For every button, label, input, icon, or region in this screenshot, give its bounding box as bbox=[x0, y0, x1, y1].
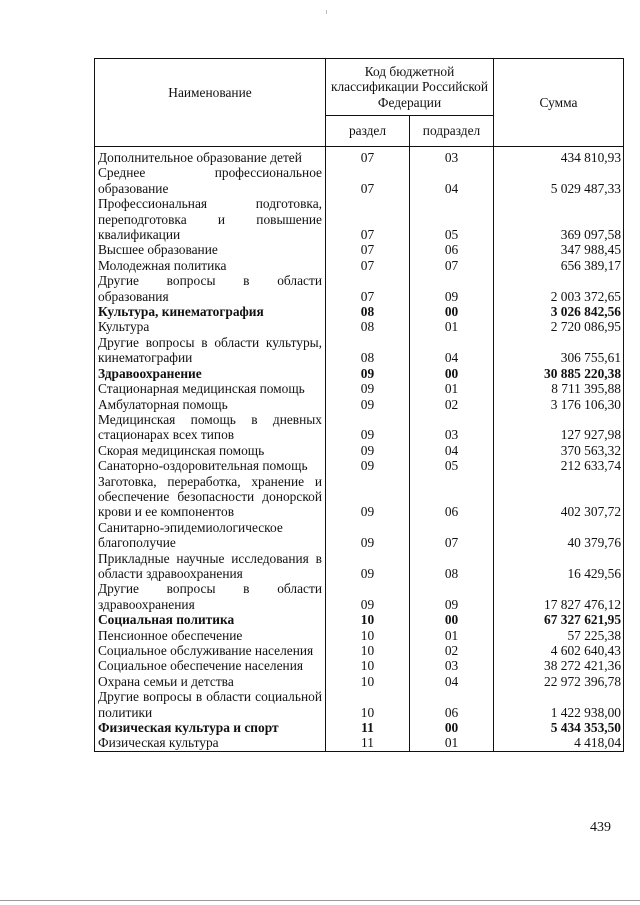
row-section: 09 bbox=[326, 581, 410, 612]
row-section: 09 bbox=[326, 551, 410, 582]
row-name: Социальная политика bbox=[95, 612, 326, 627]
row-name: Другие вопросы в области образования bbox=[95, 273, 326, 304]
table-row bbox=[95, 689, 624, 720]
header-subsection: подраздел bbox=[410, 116, 494, 147]
row-section: 11 bbox=[326, 720, 410, 735]
table-row bbox=[95, 242, 624, 257]
header-sum: Сумма bbox=[494, 59, 624, 147]
row-section: 07 bbox=[326, 242, 410, 257]
row-sum: 17 827 476,12 bbox=[494, 581, 624, 612]
row-subsection: 01 bbox=[410, 735, 494, 751]
row-section: 07 bbox=[326, 165, 410, 196]
row-sum: 127 927,98 bbox=[494, 412, 624, 443]
header-code-group: Код бюджетной классификации Российской Федерации bbox=[326, 59, 494, 116]
header-name: Наименование bbox=[95, 59, 326, 147]
row-subsection: 05 bbox=[410, 458, 494, 473]
row-name: Молодежная политика bbox=[95, 258, 326, 273]
table-row bbox=[95, 381, 624, 396]
row-sum: 5 434 353,50 bbox=[494, 720, 624, 735]
row-name: Медицинская помощь в дневных стационарах всех типов bbox=[95, 412, 326, 443]
table-row bbox=[95, 720, 624, 735]
row-subsection: 03 bbox=[410, 412, 494, 443]
row-name: Культура bbox=[95, 319, 326, 334]
row-sum: 4 418,04 bbox=[494, 735, 624, 751]
row-subsection: 00 bbox=[410, 720, 494, 735]
bottom-rule bbox=[0, 900, 640, 901]
row-name: Санитарно-эпидемиологическое благополучие bbox=[95, 520, 326, 551]
row-sum: 369 097,58 bbox=[494, 196, 624, 242]
row-section: 09 bbox=[326, 458, 410, 473]
row-subsection: 09 bbox=[410, 581, 494, 612]
row-sum: 402 307,72 bbox=[494, 474, 624, 520]
row-subsection: 02 bbox=[410, 397, 494, 412]
row-subsection: 01 bbox=[410, 628, 494, 643]
table-row bbox=[95, 612, 624, 627]
row-name: Здравоохранение bbox=[95, 366, 326, 381]
row-section: 07 bbox=[326, 273, 410, 304]
row-name: Стационарная медицинская помощь bbox=[95, 381, 326, 396]
row-sum: 5 029 487,33 bbox=[494, 165, 624, 196]
row-subsection: 06 bbox=[410, 474, 494, 520]
table-row bbox=[95, 273, 624, 304]
row-name: Амбулаторная помощь bbox=[95, 397, 326, 412]
row-section: 09 bbox=[326, 474, 410, 520]
row-name: Высшее образование bbox=[95, 242, 326, 257]
row-section: 10 bbox=[326, 643, 410, 658]
row-sum: 57 225,38 bbox=[494, 628, 624, 643]
row-sum: 212 633,74 bbox=[494, 458, 624, 473]
row-section: 10 bbox=[326, 689, 410, 720]
row-subsection: 01 bbox=[410, 319, 494, 334]
row-section: 10 bbox=[326, 658, 410, 673]
row-sum: 370 563,32 bbox=[494, 443, 624, 458]
row-name: Другие вопросы в области здравоохранения bbox=[95, 581, 326, 612]
row-section: 10 bbox=[326, 628, 410, 643]
row-section: 08 bbox=[326, 304, 410, 319]
row-sum: 306 755,61 bbox=[494, 335, 624, 366]
row-subsection: 00 bbox=[410, 612, 494, 627]
row-sum: 656 389,17 bbox=[494, 258, 624, 273]
row-sum: 1 422 938,00 bbox=[494, 689, 624, 720]
row-name: Прикладные научные исследования в области здравоохранения bbox=[95, 551, 326, 582]
table-row bbox=[95, 412, 624, 443]
table-row bbox=[95, 658, 624, 673]
table-row bbox=[95, 196, 624, 242]
table-row bbox=[95, 258, 624, 273]
table-row bbox=[95, 628, 624, 643]
row-subsection: 03 bbox=[410, 147, 494, 166]
row-sum: 2 720 086,95 bbox=[494, 319, 624, 334]
row-section: 11 bbox=[326, 735, 410, 751]
row-section: 09 bbox=[326, 366, 410, 381]
row-name: Дополнительное образование детей bbox=[95, 147, 326, 166]
row-name: Среднее профессиональное образование bbox=[95, 165, 326, 196]
table-body bbox=[95, 147, 624, 752]
scan-mark bbox=[326, 10, 327, 14]
row-name: Физическая культура bbox=[95, 735, 326, 751]
row-name: Социальное обеспечение населения bbox=[95, 658, 326, 673]
row-section: 07 bbox=[326, 258, 410, 273]
row-subsection: 01 bbox=[410, 381, 494, 396]
table-row bbox=[95, 551, 624, 582]
row-sum: 38 272 421,36 bbox=[494, 658, 624, 673]
row-subsection: 09 bbox=[410, 273, 494, 304]
table-row bbox=[95, 443, 624, 458]
table-row bbox=[95, 366, 624, 381]
row-name: Другие вопросы в области культуры, кинематографии bbox=[95, 335, 326, 366]
row-subsection: 00 bbox=[410, 304, 494, 319]
table-row bbox=[95, 165, 624, 196]
row-name: Санаторно-оздоровительная помощь bbox=[95, 458, 326, 473]
table-row bbox=[95, 147, 624, 166]
row-subsection: 07 bbox=[410, 520, 494, 551]
table-row bbox=[95, 335, 624, 366]
row-subsection: 04 bbox=[410, 443, 494, 458]
row-subsection: 04 bbox=[410, 165, 494, 196]
row-subsection: 07 bbox=[410, 258, 494, 273]
row-sum: 40 379,76 bbox=[494, 520, 624, 551]
row-section: 09 bbox=[326, 520, 410, 551]
row-sum: 434 810,93 bbox=[494, 147, 624, 166]
row-subsection: 00 bbox=[410, 366, 494, 381]
table-row bbox=[95, 581, 624, 612]
row-name: Профессиональная подготовка, переподготовка и повышение квалификации bbox=[95, 196, 326, 242]
row-sum: 30 885 220,38 bbox=[494, 366, 624, 381]
table-header bbox=[95, 59, 624, 147]
budget-table bbox=[94, 58, 624, 752]
row-section: 08 bbox=[326, 335, 410, 366]
row-subsection: 04 bbox=[410, 674, 494, 689]
row-sum: 3 176 106,30 bbox=[494, 397, 624, 412]
row-section: 10 bbox=[326, 674, 410, 689]
row-name: Социальное обслуживание населения bbox=[95, 643, 326, 658]
table-row bbox=[95, 319, 624, 334]
row-name: Физическая культура и спорт bbox=[95, 720, 326, 735]
row-sum: 2 003 372,65 bbox=[494, 273, 624, 304]
row-name: Скорая медицинская помощь bbox=[95, 443, 326, 458]
table-row bbox=[95, 674, 624, 689]
row-sum: 8 711 395,88 bbox=[494, 381, 624, 396]
row-sum: 67 327 621,95 bbox=[494, 612, 624, 627]
row-name: Заготовка, переработка, хранение и обеспечение безопасности донорской крови и ее компонентов bbox=[95, 474, 326, 520]
row-sum: 347 988,45 bbox=[494, 242, 624, 257]
table-row bbox=[95, 458, 624, 473]
table-row bbox=[95, 304, 624, 319]
row-name: Охрана семьи и детства bbox=[95, 674, 326, 689]
row-sum: 22 972 396,78 bbox=[494, 674, 624, 689]
row-section: 07 bbox=[326, 147, 410, 166]
row-subsection: 03 bbox=[410, 658, 494, 673]
row-subsection: 04 bbox=[410, 335, 494, 366]
table-row bbox=[95, 474, 624, 520]
row-subsection: 06 bbox=[410, 689, 494, 720]
table-row bbox=[95, 397, 624, 412]
row-section: 10 bbox=[326, 612, 410, 627]
row-subsection: 08 bbox=[410, 551, 494, 582]
row-section: 07 bbox=[326, 196, 410, 242]
row-section: 09 bbox=[326, 397, 410, 412]
row-name: Культура, кинематография bbox=[95, 304, 326, 319]
row-section: 09 bbox=[326, 443, 410, 458]
table-row bbox=[95, 643, 624, 658]
row-sum: 4 602 640,43 bbox=[494, 643, 624, 658]
row-section: 08 bbox=[326, 319, 410, 334]
table-row bbox=[95, 520, 624, 551]
row-name: Другие вопросы в области социальной политики bbox=[95, 689, 326, 720]
table-row bbox=[95, 735, 624, 751]
row-subsection: 02 bbox=[410, 643, 494, 658]
row-name: Пенсионное обеспечение bbox=[95, 628, 326, 643]
row-sum: 16 429,56 bbox=[494, 551, 624, 582]
row-subsection: 06 bbox=[410, 242, 494, 257]
header-section: раздел bbox=[326, 116, 410, 147]
row-section: 09 bbox=[326, 381, 410, 396]
page-number: 439 bbox=[590, 820, 611, 835]
row-section: 09 bbox=[326, 412, 410, 443]
row-sum: 3 026 842,56 bbox=[494, 304, 624, 319]
row-subsection: 05 bbox=[410, 196, 494, 242]
